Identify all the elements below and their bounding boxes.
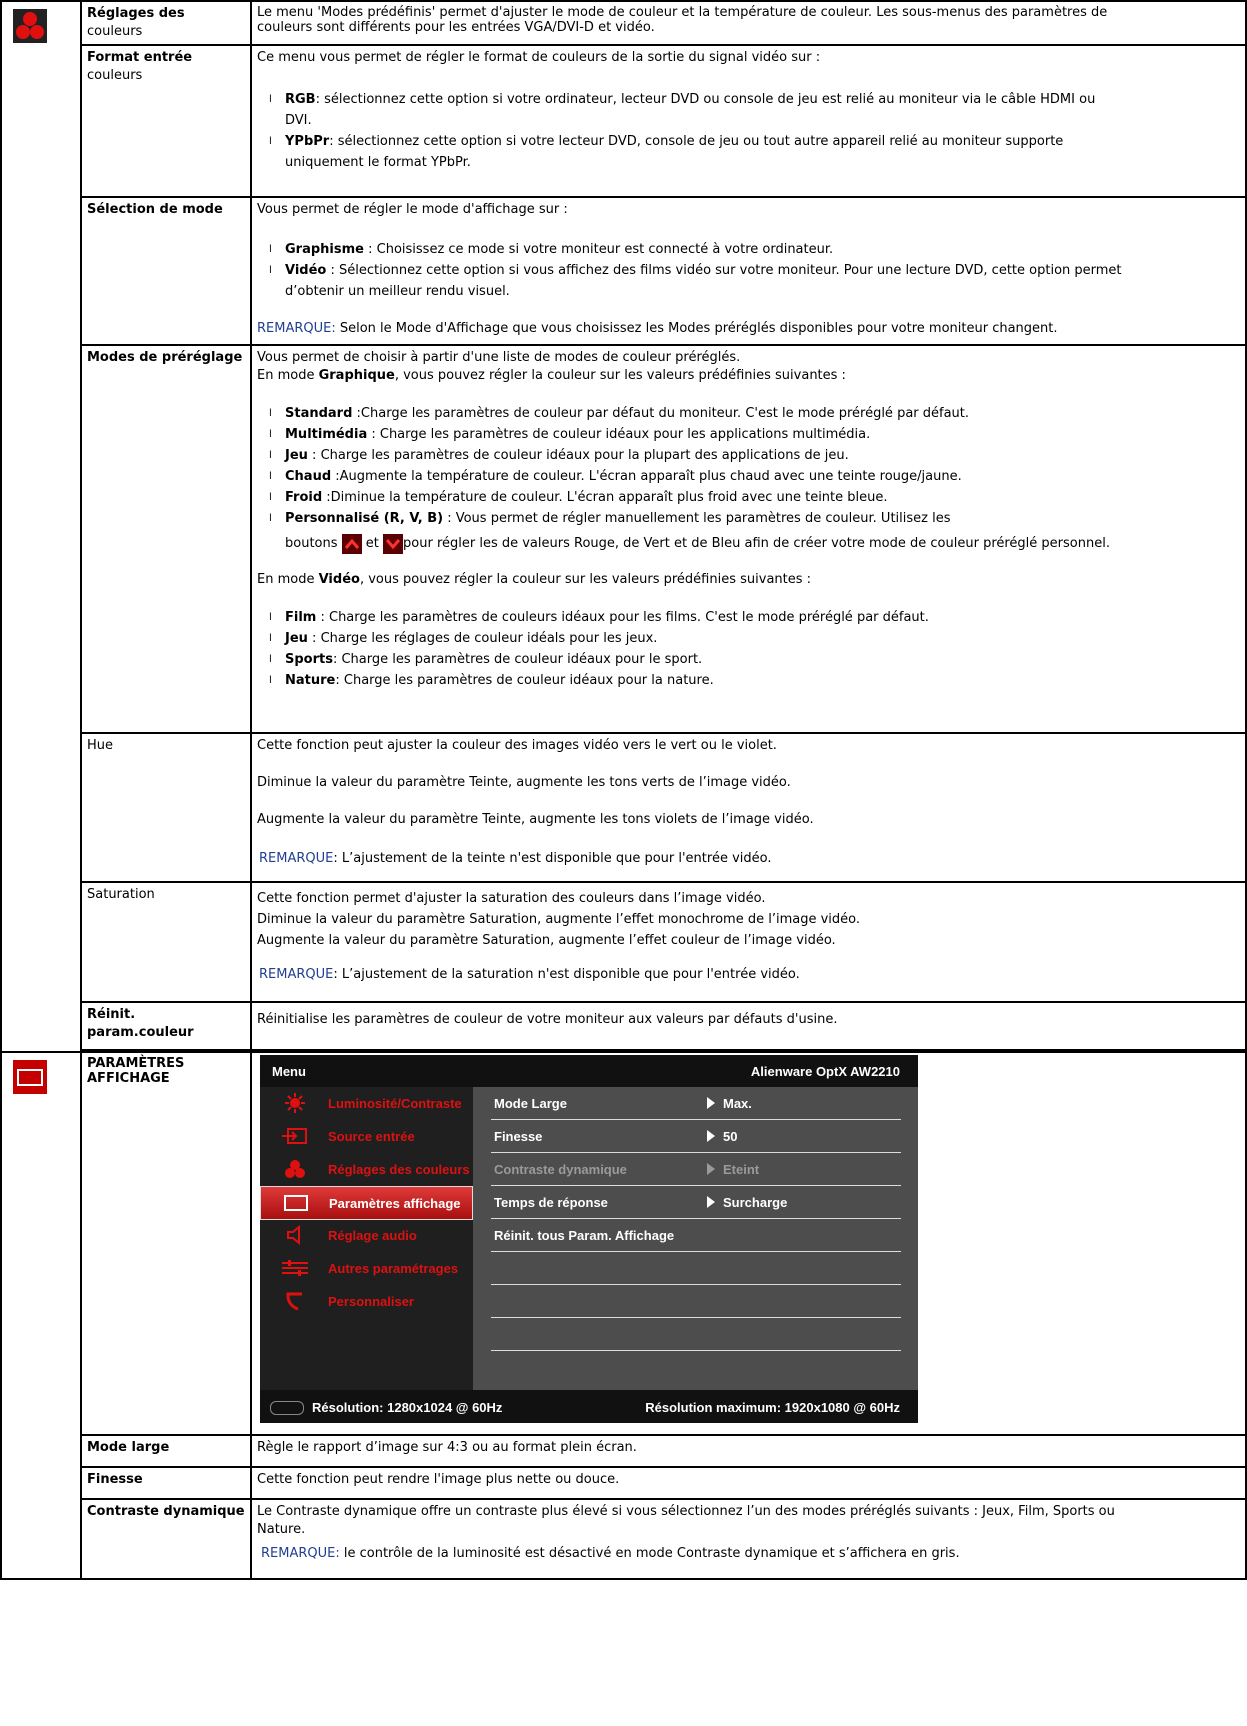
label-contraste-dynamique: Contraste dynamique (81, 1499, 251, 1579)
osd-header (260, 1055, 918, 1087)
osd-item-couleurs[interactable]: Réglages des couleurs (260, 1153, 473, 1185)
row-hue (1, 733, 1246, 882)
note-label: REMARQUE (259, 851, 334, 866)
osd-menu-title: Menu (272, 1064, 306, 1079)
sun-icon (280, 1093, 310, 1113)
sliders-icon (280, 1258, 310, 1278)
osd-model-name: Alienware OptX AW2210 (750, 1064, 900, 1079)
label-parametres-affichage: PARAMÈTRES AFFICHAGE (81, 1052, 251, 1435)
speaker-icon (280, 1225, 310, 1245)
color-dots-icon (280, 1159, 310, 1179)
osd-left-menu (260, 1087, 473, 1390)
display-icon (13, 1060, 47, 1094)
osd-item-personnaliser[interactable]: Personnaliser (260, 1285, 473, 1317)
list-item: l YPbPr: sélectionnez cette option si votre lecteur DVD, console de jeu ou tout autre appareil relié au moniteur supporte uniquement le format YPbPr. (269, 134, 1064, 170)
osd-screenshot-cell (251, 1052, 1246, 1435)
desc-finesse: Cette fonction peut rendre l'image plus nette ou douce. (251, 1467, 1246, 1499)
osd-max-resolution: Résolution maximum: 1920x1080 @ 60Hz (645, 1400, 900, 1415)
desc-reglages-couleurs: Le menu 'Modes prédéfinis' permet d'ajuster le mode de couleur et la température de couleur. Les sous-menus des paramètres de couleurs sont différents pour les entrées VGA/DVI-D et vidéo. (251, 1, 1246, 45)
row-reinit-couleur (1, 1002, 1246, 1050)
osd-item-luminosite[interactable]: Luminosité/Contraste (260, 1087, 473, 1119)
display-settings-icon-cell (1, 1052, 81, 1579)
osd-item-source[interactable]: Source entrée (260, 1120, 473, 1152)
list-item: l Graphisme : Choisissez ce mode si votre moniteur est connecté à votre ordinateur. (269, 242, 834, 257)
osd-row-reinit-affichage[interactable]: Réinit. tous Param. Affichage (491, 1219, 901, 1252)
arrow-right-icon (707, 1130, 715, 1142)
color-settings-icon-cell (1, 1, 81, 1052)
desc-modes-prereglage: Vous permet de choisir à partir d'une liste de modes de couleur préréglés. En mode Graphique, vous pouvez régler la couleur sur les valeurs prédéfinies suivantes : l Standard :Charge les paramètres de couleur par défaut du moniteur. C'est le mode préréglé par défaut. l Multimédia : Charge les paramètres de couleur idéaux pour les applications multimédia. l Jeu : Charge les paramètres de couleur idéaux pour la plupart des applications de jeu. l Chaud :Augmente la température de couleur. L'écran apparaît plus chaud avec une teinte rouge/jaune. l Froid :Diminue la température de couleur. L'écran apparaît plus froid avec une teinte bleue. l Personnalisé (R, V, B) : Vous permet de régler manuellement les paramètres de couleur. Utilisez les boutons et pour régler les de valeurs Rouge, de Vert et de Bleu afin de créer votre mode de couleur préréglé personnel. En mode Vidéo, vous pouvez régler la couleur sur les valeurs prédéfinies suivantes : l Film : Charge les paramètres de couleurs idéaux pour les films. C'est le mode préréglé par défaut. l Jeu : Charge les réglages de couleur idéals pour les jeux. l Sports: Charge les paramètres de couleur idéaux pour le sport. l Nature: Charge les paramètres de couleur idéaux pour la nature. (251, 345, 1246, 733)
desc-hue: Cette fonction peut ajuster la couleur des images vidéo vers le vert ou le violet. Diminue la valeur du paramètre Teinte, augmente les tons verts de l’image vidéo. Augmente la valeur du paramètre Teinte, augmente les tons violets de l’image vidéo. REMARQUE: L’ajustement de la teinte n'est disponible que pour l'entrée vidéo. (251, 733, 1246, 882)
arrow-right-icon (707, 1163, 715, 1175)
label-reinit-couleur: Réinit. param.couleur (81, 1002, 251, 1050)
arrow-right-icon (707, 1097, 715, 1109)
list-item: l Jeu : Charge les paramètres de couleur idéaux pour la plupart des applications de jeu. (269, 448, 849, 463)
label-saturation: Saturation (81, 882, 251, 1002)
osd-row-empty (491, 1252, 901, 1285)
list-item: l Sports: Charge les paramètres de couleur idéaux pour le sport. (269, 652, 703, 667)
row-contraste-dynamique (1, 1499, 1246, 1579)
osd-right-panel (473, 1087, 918, 1390)
custom-icon (280, 1291, 310, 1311)
up-arrow-icon (342, 534, 362, 554)
label-hue: Hue (81, 733, 251, 882)
osd-row-temps-reponse[interactable]: Temps de réponse Surcharge (491, 1186, 901, 1219)
label-mode-large: Mode large (81, 1435, 251, 1467)
desc-mode-large: Règle le rapport d’image sur 4:3 ou au format plein écran. (251, 1435, 1246, 1467)
list-item: l Vidéo : Sélectionnez cette option si vous affichez des films vidéo sur votre moniteur. Pour une lecture DVD, cette option permet d’obtenir un meilleur rendu visuel. (269, 263, 1122, 299)
label-finesse: Finesse (81, 1467, 251, 1499)
list-item: l Standard :Charge les paramètres de couleur par défaut du moniteur. C'est le mode préréglé par défaut. (269, 406, 970, 421)
label-reglages-couleurs: Réglages des couleurs (81, 1, 251, 45)
desc-reinit-couleur: Réinitialise les paramètres de couleur de votre moniteur aux valeurs par défauts d'usine. (251, 1002, 1246, 1050)
osd-row-contraste-dynamique: Contraste dynamique Eteint (491, 1153, 901, 1186)
desc-selection-mode: Vous permet de régler le mode d'affichage sur : l Graphisme : Choisissez ce mode si votre moniteur est connecté à votre ordinateur. l Vidéo : Sélectionnez cette option si vous affichez des films vidéo sur votre moniteur. Pour une lecture DVD, cette option permet d’obtenir un meilleur rendu visuel. REMARQUE: Selon le Mode d'Affichage que vous choisissez les Modes préréglés disponibles pour votre moniteur changent. (251, 197, 1246, 345)
osd-resolution: Résolution: 1280x1024 @ 60Hz (312, 1400, 503, 1415)
label-selection-mode: Sélection de mode (81, 197, 251, 345)
row-reglages-couleurs (1, 1, 1246, 45)
osd-item-audio[interactable]: Réglage audio (260, 1219, 473, 1251)
list-item: l Nature: Charge les paramètres de couleur idéaux pour la nature. (269, 673, 714, 688)
row-selection-mode (1, 197, 1246, 345)
label-format-entree: Format entrée couleurs (81, 45, 251, 197)
display-icon (281, 1193, 311, 1213)
row-finesse (1, 1467, 1246, 1499)
note-label: REMARQUE (259, 967, 334, 982)
row-mode-large (1, 1435, 1246, 1467)
input-icon (280, 1126, 310, 1146)
down-arrow-icon (383, 534, 403, 554)
list-item: l Multimédia : Charge les paramètres de couleur idéaux pour les applications multimédia. (269, 427, 871, 442)
list-item: l Film : Charge les paramètres de couleurs idéaux pour les films. C'est le mode préréglé par défaut. (269, 610, 929, 625)
list-item: l Chaud :Augmente la température de couleur. L'écran apparaît plus chaud avec une teinte rouge/jaune. (269, 469, 962, 484)
osd-menu (260, 1055, 918, 1423)
desc-saturation: Cette fonction permet d'ajuster la saturation des couleurs dans l’image vidéo. Diminue la valeur du paramètre Saturation, augmente l’effet monochrome de l’image vidéo. Augmente la valeur du paramètre Saturation, augmente l’effet couleur de l’image vidéo. REMARQUE: L’ajustement de la saturation n'est disponible que pour l'entrée vidéo. (251, 882, 1246, 1002)
arrow-right-icon (707, 1196, 715, 1208)
row-parametres-affichage (1, 1052, 1246, 1435)
list-item: l Personnalisé (R, V, B) : Vous permet de régler manuellement les paramètres de couleur. Utilisez les boutons et pour régler les de valeurs Rouge, de Vert et de Bleu afin de créer votre mode de couleur préréglé personnel. (285, 508, 1240, 559)
osd-row-mode-large[interactable]: Mode Large Max. (491, 1087, 901, 1120)
note-label: REMARQUE: (261, 1546, 340, 1561)
list-item: l RGB: sélectionnez cette option si votre ordinateur, lecteur DVD ou console de jeu est relié au moniteur via le câble HDMI ou DVI. (269, 92, 1096, 128)
list-item: l Froid :Diminue la température de couleur. L'écran apparaît plus froid avec une teinte bleue. (269, 490, 888, 505)
osd-row-empty (491, 1318, 901, 1351)
osd-row-empty (491, 1285, 901, 1318)
desc-format-entree: Ce menu vous permet de régler le format de couleurs de la sortie du signal vidéo sur : l RGB: sélectionnez cette option si votre ordinateur, lecteur DVD ou console de jeu est relié au moniteur via le câble HDMI ou DVI. l YPbPr: sélectionnez cette option si votre lecteur DVD, console de jeu ou tout autre appareil relié au moniteur supporte uniquement le format YPbPr. (251, 45, 1246, 197)
desc-contraste-dynamique: Le Contraste dynamique offre un contraste plus élevé si vous sélectionnez l’un des modes préréglés suivants : Jeux, Film, Sports ou Nature. REMARQUE: le contrôle de la luminosité est désactivé en mode Contraste dynamique et s’affichera en gris. (251, 1499, 1246, 1579)
osd-row-finesse[interactable]: Finesse 50 (491, 1120, 901, 1153)
label-modes-prereglage: Modes de préréglage (81, 345, 251, 733)
osd-item-affichage-selected[interactable]: Paramètres affichage (260, 1186, 473, 1220)
connector-icon (270, 1401, 304, 1415)
row-format-entree (1, 45, 1246, 197)
osd-footer (260, 1390, 918, 1423)
row-saturation (1, 882, 1246, 1002)
note-label: REMARQUE: (257, 321, 336, 336)
row-modes-prereglage (1, 345, 1246, 733)
osd-item-autres[interactable]: Autres paramétrages (260, 1252, 473, 1284)
list-item: l Jeu : Charge les réglages de couleur idéals pour les jeux. (269, 631, 658, 646)
color-dots-icon (13, 9, 47, 43)
